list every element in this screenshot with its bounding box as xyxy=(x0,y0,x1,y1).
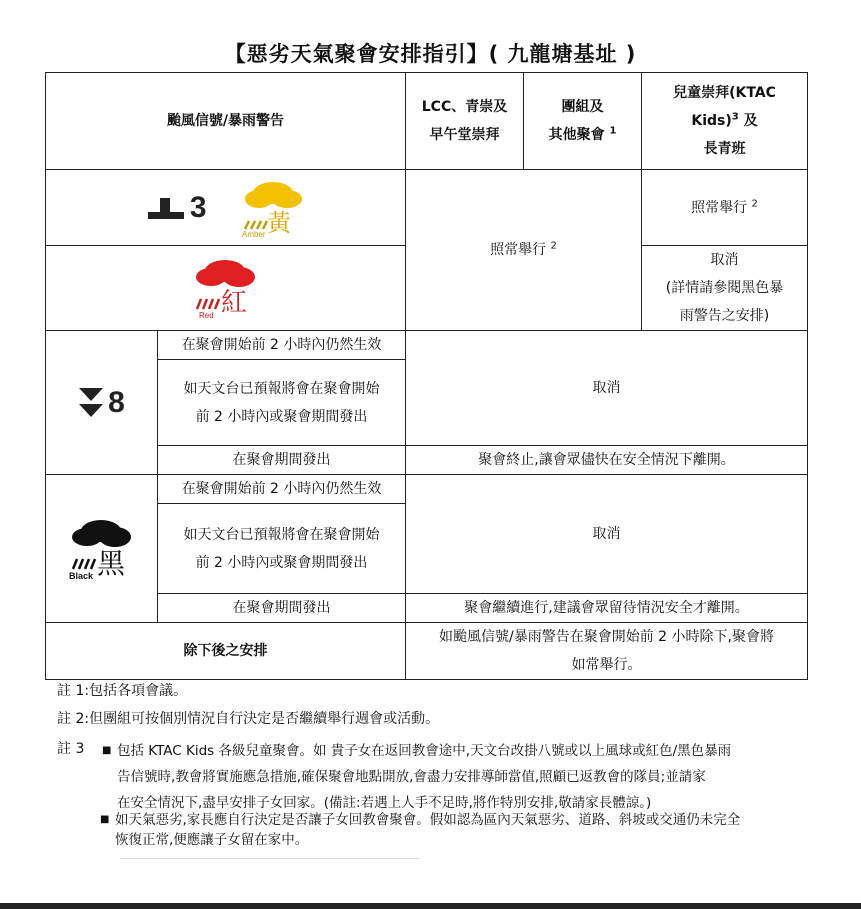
t8-condition-during: 在聚會期間發出 xyxy=(158,446,406,475)
black-condition-active: 在聚會開始前 2 小時內仍然生效 xyxy=(158,475,406,504)
amber-label: 黃 xyxy=(267,208,292,237)
header-row xyxy=(46,73,808,170)
typhoon-signal-3-icon: 3 xyxy=(146,194,207,222)
amber-rainstorm-icon xyxy=(241,179,305,237)
lowered-label: 除下後之安排 xyxy=(46,623,406,680)
black-rainstorm-icon xyxy=(67,517,137,581)
kids-normal: 照常舉行 $^2$ xyxy=(642,170,808,246)
t8-condition-active: 在聚會開始前 2 小時內仍然生效 xyxy=(158,331,406,360)
row-lowered xyxy=(46,623,808,680)
kids-cancel: 取消 (詳情請參閱黑色暴 雨警告之安排) xyxy=(642,246,808,331)
black-english-label: Black xyxy=(68,570,93,581)
t8-during-action: 聚會終止,讓會眾儘快在安全情況下離開。 xyxy=(406,446,808,475)
worship-groups-normal: 照常舉行 $^2$ xyxy=(406,170,642,331)
signal-black xyxy=(46,475,158,623)
note-3-label: 註 3 xyxy=(57,741,85,757)
t8-cancel: 取消 xyxy=(406,331,808,446)
header-kids: 兒童崇拜(KTAC Kids)$^3$ 及 長青班 xyxy=(642,73,808,170)
amber-english-label: Amber xyxy=(242,229,266,237)
note-3-body: ■ 包括 KTAC Kids 各級兒童聚會。如 貴子女在返回教會途中,天文台改掛八號或以上風球或紅色/黑色暴雨 告信號時,教會將實施應急措施,確保聚會地點開放,會盡力安排導師當值,照顧已返教會的隊員;並請家 在安全情況下,盡早安排子女回家。(備註:若遇上人手不足時,將作特別安排,敬請家長體諒。) xyxy=(117,738,832,816)
bullet-icon: ■ xyxy=(102,745,112,756)
page-title: 【惡劣天氣聚會安排指引】( 九龍塘基址 ) xyxy=(224,42,637,66)
note-4-body: ■ 如天氣惡劣,家長應自行決定是否讓子女回教會聚會。假如認為區內天氣惡劣、道路、斜坡或交通仍未完全 恢復正常,便應讓子女留在家中。 xyxy=(100,812,741,848)
signal-t8 xyxy=(46,331,158,475)
header-groups: 團組及 其他聚會 $^1$ xyxy=(524,73,642,170)
t8-condition-forecast: 如天文台已預報將會在聚會開始 前 2 小時內或聚會期間發出 xyxy=(158,360,406,446)
note-2: 註 2:但團組可按個別情況自行決定是否繼續舉行週會或活動。 xyxy=(57,711,440,727)
note-1: 註 1:包括各項會議。 xyxy=(57,683,188,699)
row-black-cond1 xyxy=(46,475,808,504)
row-t8-cond1 xyxy=(46,331,808,360)
signal-red xyxy=(46,246,406,331)
header-worship: LCC、青崇及 早午堂崇拜 xyxy=(406,73,524,170)
lowered-action: 如颱風信號/暴雨警告在聚會開始前 2 小時除下,聚會將 如常舉行。 xyxy=(406,623,808,680)
arrangement-table xyxy=(45,72,808,680)
black-cancel: 取消 xyxy=(406,475,808,594)
black-during-action: 聚會繼續進行,建議會眾留待情況安全才離開。 xyxy=(406,594,808,623)
bottom-bar xyxy=(0,903,861,909)
black-label: 黑 xyxy=(96,546,125,580)
row-t8-cond3 xyxy=(46,446,808,475)
black-condition-forecast: 如天文台已預報將會在聚會開始 前 2 小時內或聚會期間發出 xyxy=(158,504,406,594)
header-signal: 颱風信號/暴雨警告 xyxy=(46,73,406,170)
signal-t3-amber xyxy=(46,170,406,246)
red-english-label: Red xyxy=(198,311,214,319)
red-label: 紅 xyxy=(220,288,247,318)
bullet-icon: ■ xyxy=(100,814,110,825)
row-black-cond3 xyxy=(46,594,808,623)
red-rainstorm-icon xyxy=(191,257,261,319)
row-t3-amber xyxy=(46,170,808,246)
black-condition-during: 在聚會期間發出 xyxy=(158,594,406,623)
divider xyxy=(120,858,420,859)
typhoon-signal-8-icon: 8 xyxy=(78,386,125,420)
